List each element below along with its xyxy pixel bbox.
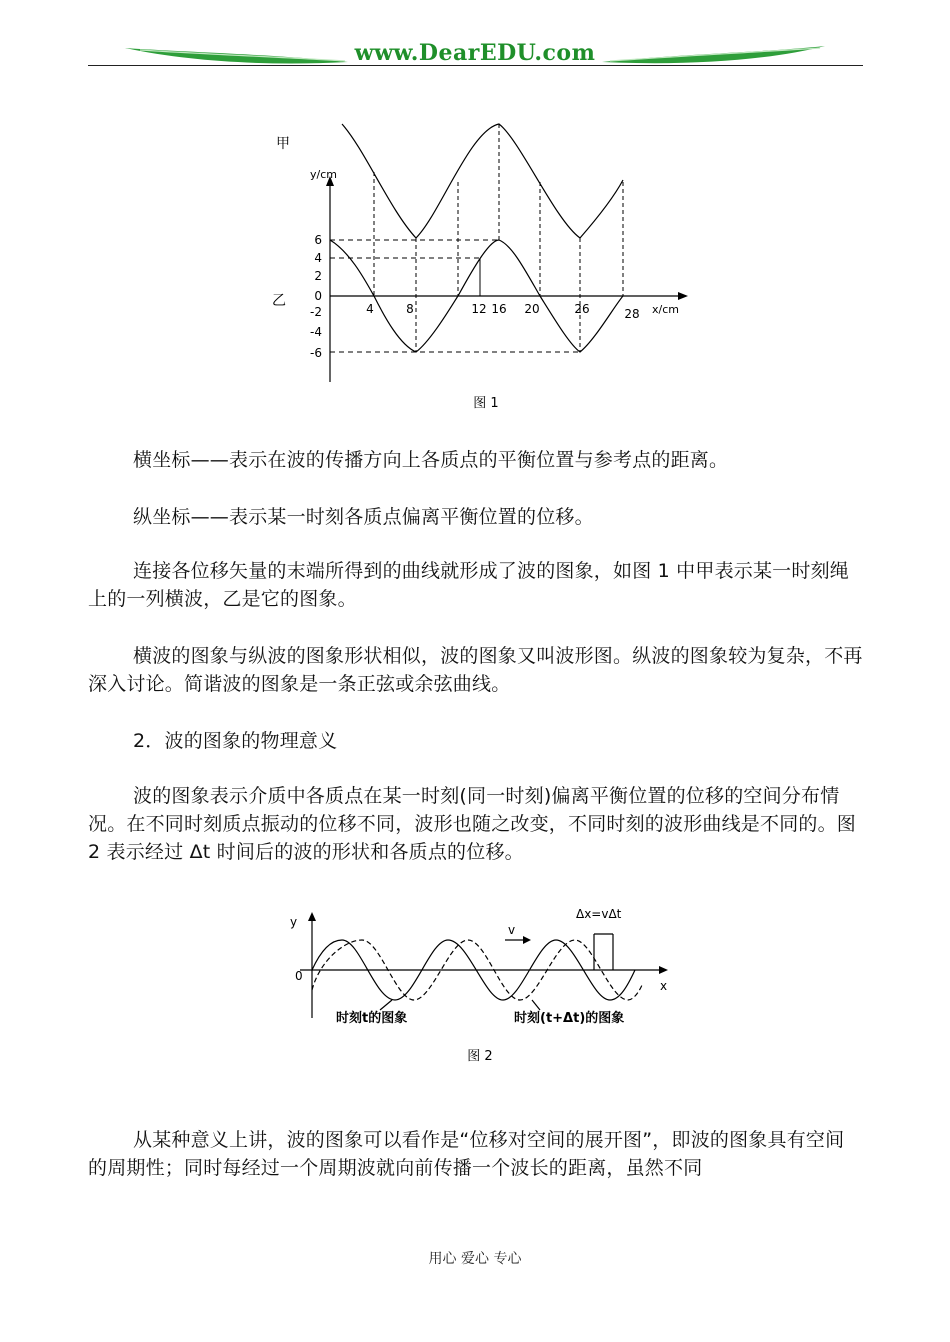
paragraph-wave-image: 连接各位移矢量的末端所得到的曲线就形成了波的图象，如图 1 中甲表示某一时刻绳上的一列横波，乙是它的图象。 <box>88 560 849 610</box>
fig2-y-label: y <box>290 915 298 929</box>
y-axis-label: y/cm <box>310 168 337 181</box>
curve-t-label: 时刻t的图象 <box>336 1011 408 1026</box>
y-tick-label: -6 <box>310 346 322 360</box>
section-heading: 2．波的图象的物理意义 <box>133 730 338 752</box>
paragraph-abscissa: 横坐标——表示在波的传播方向上各质点的平衡位置与参考点的距离。 <box>133 449 729 471</box>
x-tick-label: 16 <box>491 302 507 316</box>
fig2-y-axis-arrow-icon <box>308 912 316 921</box>
x-tick-label: 4 <box>366 302 374 316</box>
x-tick-label: 28 <box>624 307 640 321</box>
x-tick-label: 12 <box>471 302 487 316</box>
site-brand[interactable]: www.DearEDU.com <box>354 40 596 66</box>
paragraph-ordinate: 纵坐标——表示某一时刻各质点偏离平衡位置的位移。 <box>133 506 594 528</box>
figure-1 <box>260 110 700 420</box>
x-axis-arrow-icon <box>678 292 688 300</box>
page-header <box>0 0 950 80</box>
label-yi: 乙 <box>272 293 286 309</box>
velocity-label: v <box>508 923 516 937</box>
label-jia: 甲 <box>276 136 290 152</box>
paragraph-spatial-periodicity: 从某种意义上讲，波的图象可以看作是“位移对空间的展开图”，即波的图象具有空间的周期性；同时每经过一个周期波就向前传播一个波长的距离，虽然不同 <box>88 1129 845 1179</box>
y-tick-label: 2 <box>314 269 322 283</box>
fig2-x-label: x <box>660 979 668 993</box>
figure-2-caption: 图 2 <box>467 1049 493 1064</box>
fig2-origin-label: 0 <box>295 969 303 983</box>
fig2-x-axis-arrow-icon <box>659 966 668 974</box>
figure-1-caption: 图 1 <box>473 396 499 411</box>
delta-x-label: Δx=vΔt <box>576 907 622 921</box>
page-footer: 用心 爱心 专心 <box>428 1251 522 1267</box>
curve-t-dt-label: 时刻(t+Δt)的图象 <box>514 1011 625 1026</box>
header-divider <box>88 65 863 66</box>
x-tick-label: 20 <box>524 302 540 316</box>
velocity-arrow-icon <box>523 936 531 944</box>
x-tick-label: 26 <box>574 302 590 316</box>
y-tick-labels <box>310 233 322 360</box>
y-tick-label: -4 <box>310 325 322 339</box>
x-axis-label: x/cm <box>652 303 679 316</box>
x-tick-labels <box>366 302 639 321</box>
y-tick-label: 0 <box>314 289 322 303</box>
y-tick-label: -2 <box>310 305 322 319</box>
figure-2 <box>280 900 680 1075</box>
y-tick-label: 6 <box>314 233 322 247</box>
paragraph-physical-meaning: 波的图象表示介质中各质点在某一时刻(同一时刻)偏离平衡位置的位移的空间分布情况。在不同时刻质点振动的位移不同，波形也随之改变，不同时刻的波形曲线是不同的。图 2 表示经过 Δt 时间后的波的形状和各质点的位移。 <box>88 785 857 863</box>
x-tick-label: 8 <box>406 302 414 316</box>
paragraph-waveform: 横波的图象与纵波的图象形状相似，波的图象又叫波形图。纵波的图象较为复杂，不再深入讨论。简谐波的图象是一条正弦或余弦曲线。 <box>88 645 863 695</box>
y-tick-label: 4 <box>314 251 322 265</box>
wave-jia-curve <box>342 124 623 238</box>
